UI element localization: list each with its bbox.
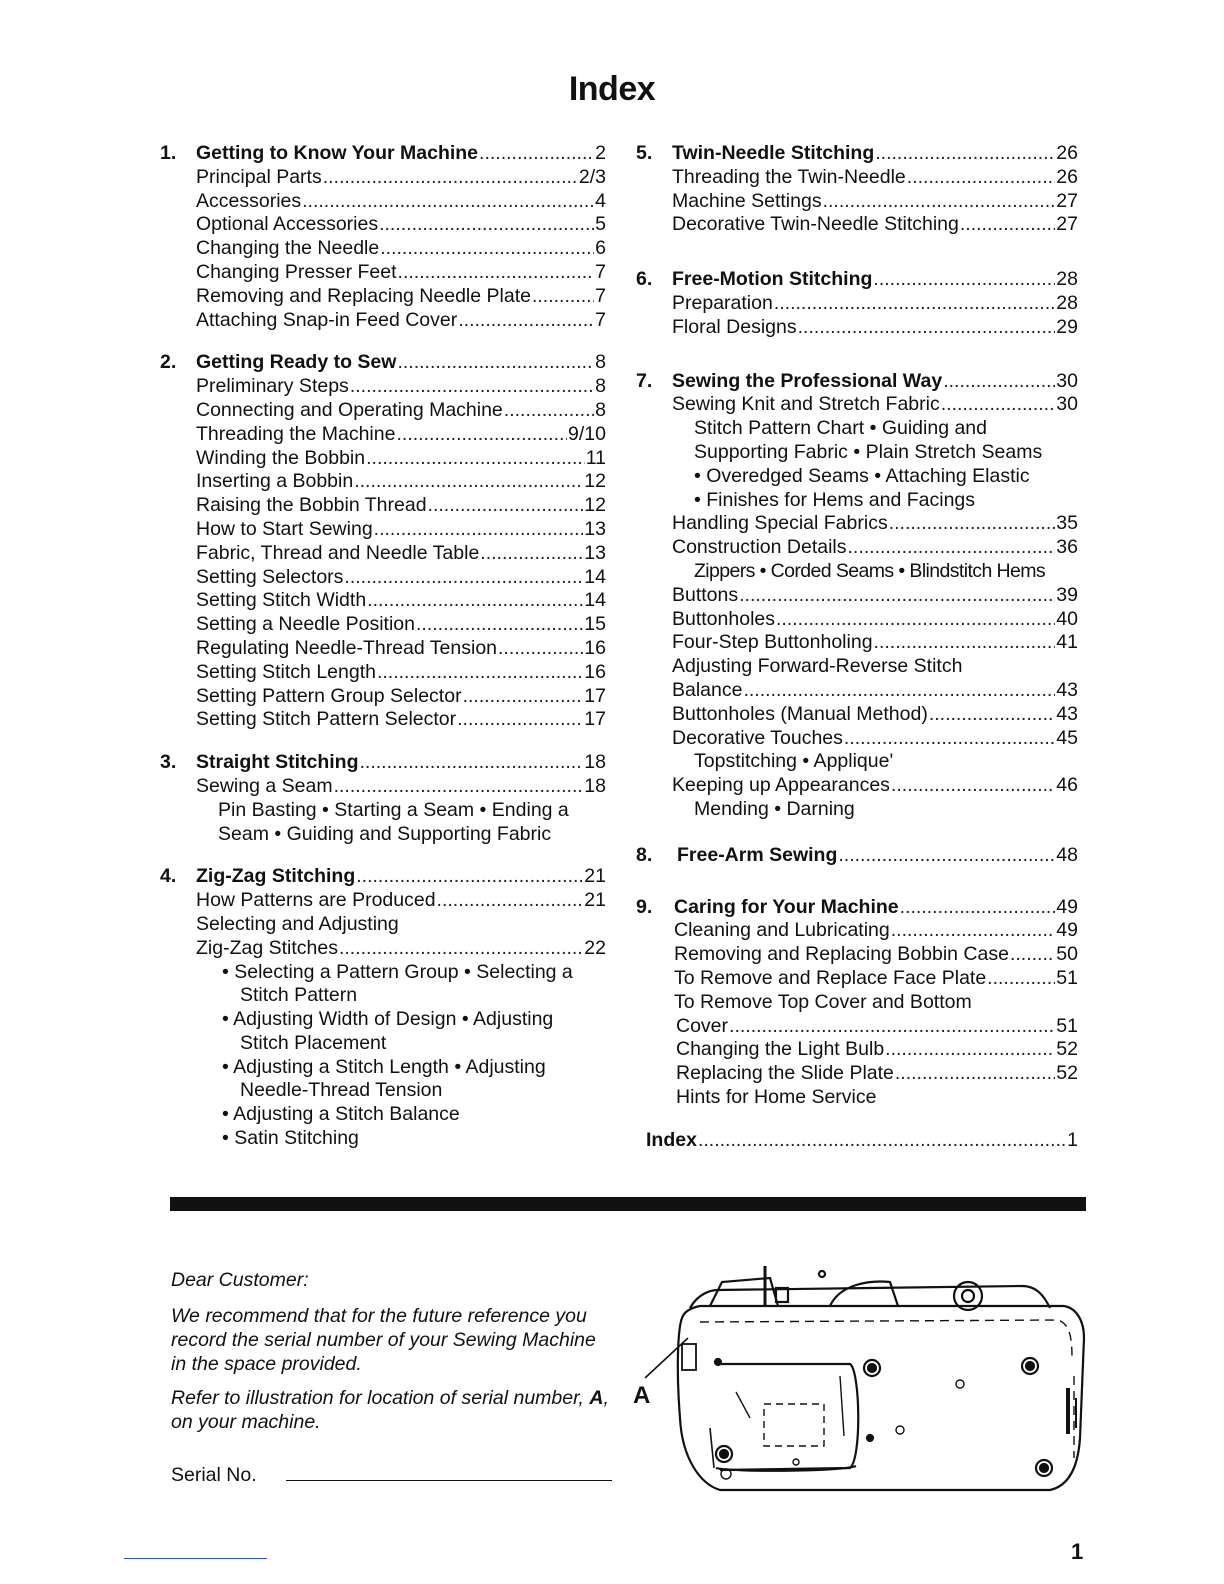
index-entry: Cover ..... 51 bbox=[636, 1015, 1078, 1039]
index-entry: Setting Selectors ..... 14 bbox=[160, 566, 606, 590]
index-entry: Accessories ..... 4 bbox=[160, 190, 606, 214]
section-heading: 3. Straight Stitching ..... 18 bbox=[160, 751, 606, 775]
index-entry: Selecting and Adjusting bbox=[196, 912, 399, 935]
index-entry: Machine Settings ..... 27 bbox=[636, 190, 1078, 214]
index-entry: Connecting and Operating Machine ..... 8 bbox=[160, 399, 606, 423]
index-section-8 bbox=[636, 844, 1078, 868]
index-subtopics: • Finishes for Hems and Facings bbox=[694, 488, 976, 511]
index-subtopics: Supporting Fabric • Plain Stretch Seams bbox=[694, 440, 1043, 463]
customer-paragraph-2: Refer to illustration for location of serial number, A, on your machine. bbox=[171, 1387, 609, 1433]
index-section-9 bbox=[636, 896, 1078, 1110]
index-entry: Sewing a Seam ..... 18 bbox=[160, 775, 606, 799]
index-left-column bbox=[160, 142, 606, 1170]
index-subtopics: • Overedged Seams • Attaching Elastic bbox=[694, 464, 1030, 487]
index-entry: To Remove Top Cover and Bottom bbox=[674, 990, 972, 1013]
index-entry: Handling Special Fabrics ..... 35 bbox=[636, 512, 1078, 536]
index-entry: Buttonholes ..... 40 bbox=[636, 608, 1078, 632]
index-entry: Sewing Knit and Stretch Fabric ..... 30 bbox=[636, 393, 1078, 417]
index-entry: Winding the Bobbin ..... 11 bbox=[160, 447, 606, 471]
index-section-5 bbox=[636, 142, 1078, 237]
page-title: Index bbox=[568, 70, 656, 108]
index-entry: Inserting a Bobbin ..... 12 bbox=[160, 470, 606, 494]
footer-link-line bbox=[124, 1558, 267, 1559]
section-heading: 8. Free-Arm Sewing ..... 48 bbox=[636, 844, 1078, 868]
index-entry: Adjusting Forward-Reverse Stitch bbox=[672, 655, 963, 678]
index-entry: Threading the Machine ..... 9/10 bbox=[160, 423, 606, 447]
index-entry: Removing and Replacing Needle Plate ..... 7 bbox=[160, 285, 606, 309]
horizontal-rule bbox=[170, 1197, 1086, 1211]
index-subtopics: Mending • Darning bbox=[694, 797, 855, 820]
index-entry: Buttonholes (Manual Method) ..... 43 bbox=[636, 703, 1078, 727]
index-subtopics: Zippers • Corded Seams • Blindstitch Hems bbox=[694, 559, 1046, 582]
section-heading: 6. Free-Motion Stitching ..... 28 bbox=[636, 268, 1078, 292]
index-section-6 bbox=[636, 268, 1078, 339]
index-entry: Changing the Light Bulb ..... 52 bbox=[636, 1038, 1078, 1062]
serial-label: Serial No. bbox=[171, 1464, 257, 1486]
index-entry-index: Index ..... 1 bbox=[636, 1129, 1078, 1153]
index-subtopics: Pin Basting • Starting a Seam • Ending a bbox=[218, 798, 569, 821]
section-heading: 4. Zig-Zag Stitching ..... 21 bbox=[160, 865, 606, 889]
customer-note bbox=[171, 1268, 611, 1444]
index-section-2 bbox=[160, 351, 606, 732]
index-entry: Setting Stitch Length ..... 16 bbox=[160, 661, 606, 685]
index-bullet: • Satin Stitching bbox=[222, 1127, 359, 1150]
index-entry: Setting Stitch Pattern Selector ..... 17 bbox=[160, 708, 606, 732]
page-number: 1 bbox=[1071, 1539, 1084, 1564]
index-entry: To Remove and Replace Face Plate ..... 51 bbox=[636, 967, 1078, 991]
serial-number-field[interactable] bbox=[286, 1480, 612, 1481]
index-right-column bbox=[636, 142, 1078, 1152]
index-entry: Regulating Needle-Thread Tension ..... 16 bbox=[160, 637, 606, 661]
index-entry: Fabric, Thread and Needle Table ..... 13 bbox=[160, 542, 606, 566]
index-entry: Principal Parts ..... 2/3 bbox=[160, 166, 606, 190]
customer-greeting: Dear Customer: bbox=[171, 1269, 309, 1291]
index-bullet: Stitch Placement bbox=[240, 1031, 387, 1054]
index-section-3 bbox=[160, 751, 606, 846]
index-entry: Keeping up Appearances ..... 46 bbox=[636, 774, 1078, 798]
index-subtopics: Topstitching • Applique' bbox=[694, 750, 894, 773]
index-entry: Raising the Bobbin Thread ..... 12 bbox=[160, 494, 606, 518]
index-section-4 bbox=[160, 865, 606, 1151]
index-entry: Removing and Replacing Bobbin Case ..... 50 bbox=[636, 943, 1078, 967]
section-heading: 2. Getting Ready to Sew ..... 8 bbox=[160, 351, 606, 375]
index-entry: Decorative Twin-Needle Stitching ..... 27 bbox=[636, 213, 1078, 237]
index-entry: Threading the Twin-Needle ..... 26 bbox=[636, 166, 1078, 190]
index-subtopics: Seam • Guiding and Supporting Fabric bbox=[218, 822, 552, 845]
index-subtopics: Stitch Pattern Chart • Guiding and bbox=[694, 417, 987, 440]
section-heading: 5. Twin-Needle Stitching ..... 26 bbox=[636, 142, 1078, 166]
index-bullet: • Adjusting a Stitch Balance bbox=[222, 1103, 460, 1126]
index-bullet: • Adjusting Width of Design • Adjusting bbox=[222, 1008, 554, 1031]
index-entry: Setting Stitch Width ..... 14 bbox=[160, 589, 606, 613]
index-bullet: Stitch Pattern bbox=[240, 984, 358, 1007]
customer-paragraph-1: We recommend that for the future reference you record the serial number of your Sewing Machine in the space provided. bbox=[171, 1305, 596, 1375]
index-entry: Setting a Needle Position ..... 15 bbox=[160, 613, 606, 637]
index-entry: Preparation ..... 28 bbox=[636, 292, 1078, 316]
index-entry: Hints for Home Service bbox=[676, 1085, 877, 1108]
index-entry: Construction Details ..... 36 bbox=[636, 536, 1078, 560]
index-entry: How Patterns are Produced ..... 21 bbox=[160, 889, 606, 913]
index-entry: Optional Accessories ..... 5 bbox=[160, 213, 606, 237]
sewing-machine-underside-illustration bbox=[640, 1258, 1092, 1494]
index-section-7 bbox=[636, 370, 1078, 822]
index-section-1 bbox=[160, 142, 606, 332]
index-entry: Attaching Snap-in Feed Cover ..... 7 bbox=[160, 309, 606, 333]
index-entry: Zig-Zag Stitches ..... 22 bbox=[160, 937, 606, 961]
index-entry: Setting Pattern Group Selector ..... 17 bbox=[160, 685, 606, 709]
section-heading: 7. Sewing the Professional Way ..... 30 bbox=[636, 370, 1078, 394]
index-entry: Replacing the Slide Plate ..... 52 bbox=[636, 1062, 1078, 1086]
index-entry: Four-Step Buttonholing ..... 41 bbox=[636, 631, 1078, 655]
index-entry: Cleaning and Lubricating ..... 49 bbox=[636, 919, 1078, 943]
index-bullet: • Adjusting a Stitch Length • Adjusting bbox=[222, 1055, 546, 1078]
index-bullet: Needle-Thread Tension bbox=[240, 1079, 443, 1102]
index-entry: Floral Designs ..... 29 bbox=[636, 316, 1078, 340]
index-entry: Buttons ..... 39 bbox=[636, 584, 1078, 608]
index-entry: Changing the Needle ..... 6 bbox=[160, 237, 606, 261]
index-entry: How to Start Sewing ..... 13 bbox=[160, 518, 606, 542]
index-entry: Preliminary Steps ..... 8 bbox=[160, 375, 606, 399]
figure-label-a: A bbox=[633, 1382, 651, 1409]
index-entry: Decorative Touches ..... 45 bbox=[636, 727, 1078, 751]
section-heading: 9. Caring for Your Machine ..... 49 bbox=[636, 896, 1078, 920]
section-heading: 1. Getting to Know Your Machine ..... 2 bbox=[160, 142, 606, 166]
index-entry: Balance ..... 43 bbox=[636, 679, 1078, 703]
index-entry: Changing Presser Feet ..... 7 bbox=[160, 261, 606, 285]
index-bullet: • Selecting a Pattern Group • Selecting a bbox=[222, 960, 573, 983]
